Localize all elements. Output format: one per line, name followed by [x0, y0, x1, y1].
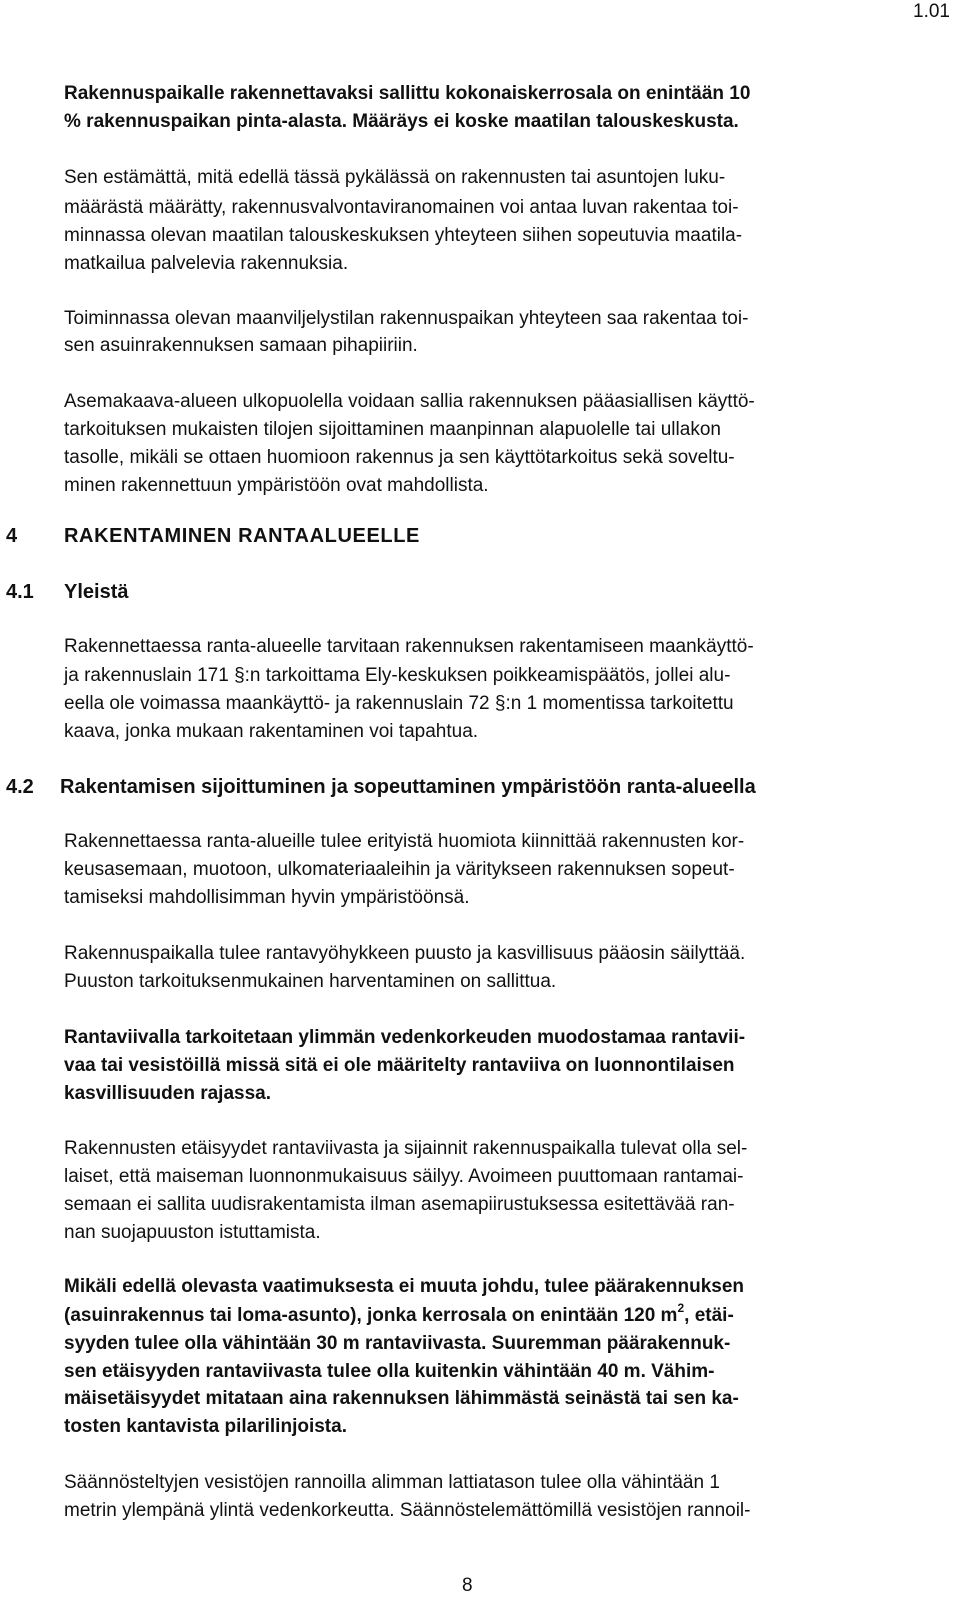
paragraph-line: syyden tulee olla vähintään 30 m rantaviivasta. Suuremman päärakennuk- [64, 1333, 731, 1354]
paragraph-line: Asemakaava-alueen ulkopuolella voidaan sallia rakennuksen pääasiallisen käyttö- [64, 391, 755, 412]
paragraph-line: Rakennuspaikalla tulee rantavyöhykkeen puusto ja kasvillisuus pääosin säilyttää. [64, 943, 746, 964]
paragraph-line: tamiseksi mahdollisimman hyvin ympäristöönsä. [64, 887, 470, 908]
section-heading-number: 4 [6, 525, 18, 547]
paragraph-line: Rakennuspaikalle rakennettavaksi sallittu kokonaiskerrosala on enintään 10 [64, 83, 751, 104]
superscript: 2 [677, 1300, 685, 1315]
paragraph-line: matkailua palvelevia rakennuksia. [64, 253, 349, 274]
line-text: , etäi- [684, 1305, 734, 1326]
paragraph-line: Rakennettaessa ranta-alueille tulee erityistä huomiota kiinnittää rakennusten kor- [64, 831, 745, 852]
paragraph-line: sen asuinrakennuksen samaan pihapiiriin. [64, 335, 418, 356]
paragraph-line: vaa tai vesistöillä missä sitä ei ole määritelty rantaviiva on luonnontilaisen [64, 1055, 735, 1076]
paragraph-line: ja rakennuslain 171 §:n tarkoittama Ely-keskuksen poikkeamispäätös, jollei alu- [64, 665, 731, 686]
paragraph-line: määrästä määrätty, rakennusvalvontaviranomainen voi antaa luvan rakentaa toi- [64, 197, 739, 218]
subsection-heading-number: 4.1 [6, 581, 34, 603]
paragraph-line: mäisetäisyydet mitataan aina rakennuksen lähimmästä seinästä tai sen ka- [64, 1388, 739, 1409]
paragraph-line: semaan ei sallita uudisrakentamista ilman asemapiirustuksessa esitettävää ran- [64, 1194, 735, 1215]
subsection-heading: Yleistä [64, 581, 129, 603]
paragraph-line: Toiminnassa olevan maanviljelystilan rakennuspaikan yhteyteen saa rakentaa toi- [64, 308, 749, 329]
paragraph-line: tosten kantavista pilarilinjoista. [64, 1416, 347, 1437]
paragraph-line: kaava, jonka mukaan rakentaminen voi tapahtua. [64, 721, 479, 742]
paragraph-line: Puuston tarkoituksenmukainen harventaminen on sallittua. [64, 971, 557, 992]
paragraph-line: Sen estämättä, mitä edellä tässä pykälässä on rakennusten tai asuntojen luku- [64, 167, 726, 188]
paragraph-line: eella ole voimassa maankäyttö- ja rakennuslain 72 §:n 1 momentissa tarkoitettu [64, 693, 734, 714]
paragraph-line: tarkoituksen mukaisten tilojen sijoittaminen maanpinnan alapuolelle tai ullakon [64, 419, 721, 440]
paragraph-line: tasolle, mikäli se ottaen huomioon rakennus ja sen käyttötarkoitus sekä soveltu- [64, 447, 735, 468]
paragraph-line: keusasemaan, muotoon, ulkomateriaaleihin ja väritykseen rakennuksen sopeut- [64, 859, 735, 880]
subsection-heading: Rakentamisen sijoittuminen ja sopeuttaminen ympäristöön ranta-alueella [60, 776, 756, 798]
paragraph-line: sen etäisyyden rantaviivasta tulee olla kuitenkin vähintään 40 m. Vähim- [64, 1361, 715, 1382]
section-heading: RAKENTAMINEN RANTAALUEELLE [64, 525, 420, 547]
paragraph-line: Rakennusten etäisyydet rantaviivasta ja sijainnit rakennuspaikalla tulevat olla sel- [64, 1138, 748, 1159]
paragraph-line: Rantaviivalla tarkoitetaan ylimmän vedenkorkeuden muodostamaa rantavii- [64, 1027, 746, 1048]
paragraph-line: Mikäli edellä olevasta vaatimuksesta ei muuta johdu, tulee päärakennuksen [64, 1276, 745, 1297]
paragraph-line: laiset, että maiseman luonnonmukaisuus säilyy. Avoimeen puuttomaan rantamai- [64, 1166, 744, 1187]
page-number: 8 [462, 1575, 473, 1596]
subsection-heading-number: 4.2 [6, 776, 34, 798]
paragraph-line: Rakennettaessa ranta-alueelle tarvitaan rakennuksen rakentamiseen maankäyttö- [64, 636, 754, 657]
paragraph-line: Säännösteltyjen vesistöjen rannoilla alimman lattiatason tulee olla vähintään 1 [64, 1472, 720, 1493]
paragraph-line: kasvillisuuden rajassa. [64, 1083, 272, 1104]
line-text: (asuinrakennus tai loma-asunto), jonka kerrosala on enintään 120 m [64, 1305, 678, 1326]
paragraph-line: % rakennuspaikan pinta-alasta. Määräys ei koske maatilan talouskeskusta. [64, 111, 739, 132]
paragraph-line: minnassa olevan maatilan talouskeskuksen yhteyteen siihen sopeutuvia maatila- [64, 225, 743, 246]
section-number: 1.01 [913, 1, 950, 22]
paragraph-line [64, 1300, 734, 1328]
paragraph-line: minen rakennettuun ympäristöön ovat mahdollista. [64, 475, 489, 496]
paragraph-line: metrin ylempänä ylintä vedenkorkeutta. Säännöstelemättömillä vesistöjen rannoil- [64, 1500, 751, 1521]
paragraph-line: nan suojapuuston istuttamista. [64, 1222, 321, 1243]
